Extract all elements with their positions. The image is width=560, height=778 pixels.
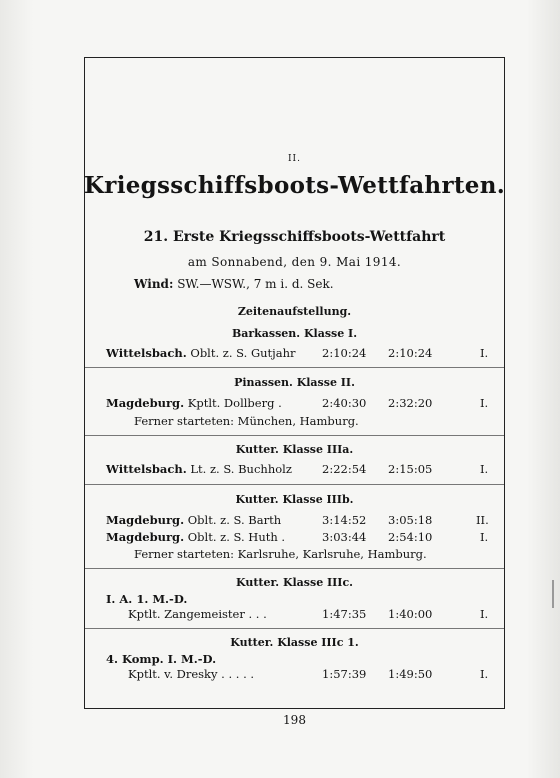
placing: I. <box>480 607 489 621</box>
wind-line <box>134 277 334 291</box>
elapsed-time: 2:40:30 <box>322 396 367 410</box>
helmsman: Kptlt. Zangemeister . . . <box>128 607 267 621</box>
divider <box>85 484 504 485</box>
helmsman: Oblt. z. S. Huth . <box>187 530 286 544</box>
divider <box>85 628 504 629</box>
class-heading: Kutter. Klasse IIIb. <box>235 493 354 506</box>
ship-name: Magdeburg. <box>106 396 185 410</box>
corrected-time: 1:49:50 <box>388 667 433 681</box>
elapsed-time: 3:03:44 <box>322 530 367 544</box>
corrected-time: 3:05:18 <box>388 513 433 527</box>
placing: I. <box>480 530 489 544</box>
other-starters-note: Ferner starteten: Karlsruhe, Karlsruhe, Hamburg. <box>134 547 427 561</box>
class-heading: Kutter. Klasse IIIc. <box>236 576 353 589</box>
table-row <box>106 513 281 527</box>
ship-name: Magdeburg. <box>106 513 185 527</box>
corrected-time: 2:15:05 <box>388 462 433 476</box>
unit-name: I. A. 1. M.-D. <box>106 592 188 606</box>
placing: II. <box>476 513 489 527</box>
placing: I. <box>480 396 489 410</box>
helmsman: Kptlt. Dollberg . <box>187 396 282 410</box>
corrected-time: 2:54:10 <box>388 530 433 544</box>
table-row <box>106 530 285 544</box>
divider <box>85 435 504 436</box>
helmsman: Oblt. z. S. Barth <box>187 513 282 527</box>
race-date: am Sonnabend, den 9. Mai 1914. <box>187 255 402 269</box>
corrected-time: 2:32:20 <box>388 396 433 410</box>
unit-name: 4. Komp. I. M.-D. <box>106 652 217 666</box>
elapsed-time: 1:47:35 <box>322 607 367 621</box>
elapsed-time: 1:57:39 <box>322 667 367 681</box>
elapsed-time: 3:14:52 <box>322 513 367 527</box>
class-heading: Barkassen. Klasse I. <box>231 327 358 340</box>
divider <box>85 367 504 368</box>
wind-value: SW.—WSW., 7 m i. d. Sek. <box>177 277 334 291</box>
table-row <box>106 346 295 360</box>
helmsman: Lt. z. S. Buchholz <box>190 462 292 476</box>
divider <box>85 568 504 569</box>
placing: I. <box>480 346 489 360</box>
class-heading: Kutter. Klasse IIIa. <box>235 443 354 456</box>
elapsed-time: 2:22:54 <box>322 462 367 476</box>
scan-mark <box>552 580 554 608</box>
class-heading: Kutter. Klasse IIIc 1. <box>230 636 359 649</box>
race-title: 21. Erste Kriegsschiffsboots-Wettfahrt <box>143 229 446 245</box>
ship-name: Magdeburg. <box>106 530 185 544</box>
page-number: 198 <box>283 713 306 727</box>
class-heading: Pinassen. Klasse II. <box>234 376 355 389</box>
other-starters-note: Ferner starteten: München, Hamburg. <box>134 414 359 428</box>
placing: I. <box>480 667 489 681</box>
ship-name: Wittelsbach. <box>106 462 187 476</box>
wind-label: Wind: <box>134 277 174 291</box>
table-row <box>106 396 282 410</box>
corrected-time: 1:40:00 <box>388 607 433 621</box>
page-title: Kriegsschiffsboots-Wettfahrten. <box>84 172 506 199</box>
placing: I. <box>480 462 489 476</box>
section-number: II. <box>288 154 301 164</box>
helmsman: Oblt. z. S. Gutjahr <box>190 346 296 360</box>
corrected-time: 2:10:24 <box>388 346 433 360</box>
helmsman: Kptlt. v. Dresky . . . . . <box>128 667 255 681</box>
ship-name: Wittelsbach. <box>106 346 187 360</box>
timetable-title: Zeitenaufstellung. <box>237 305 352 318</box>
table-row <box>106 462 292 476</box>
elapsed-time: 2:10:24 <box>322 346 367 360</box>
